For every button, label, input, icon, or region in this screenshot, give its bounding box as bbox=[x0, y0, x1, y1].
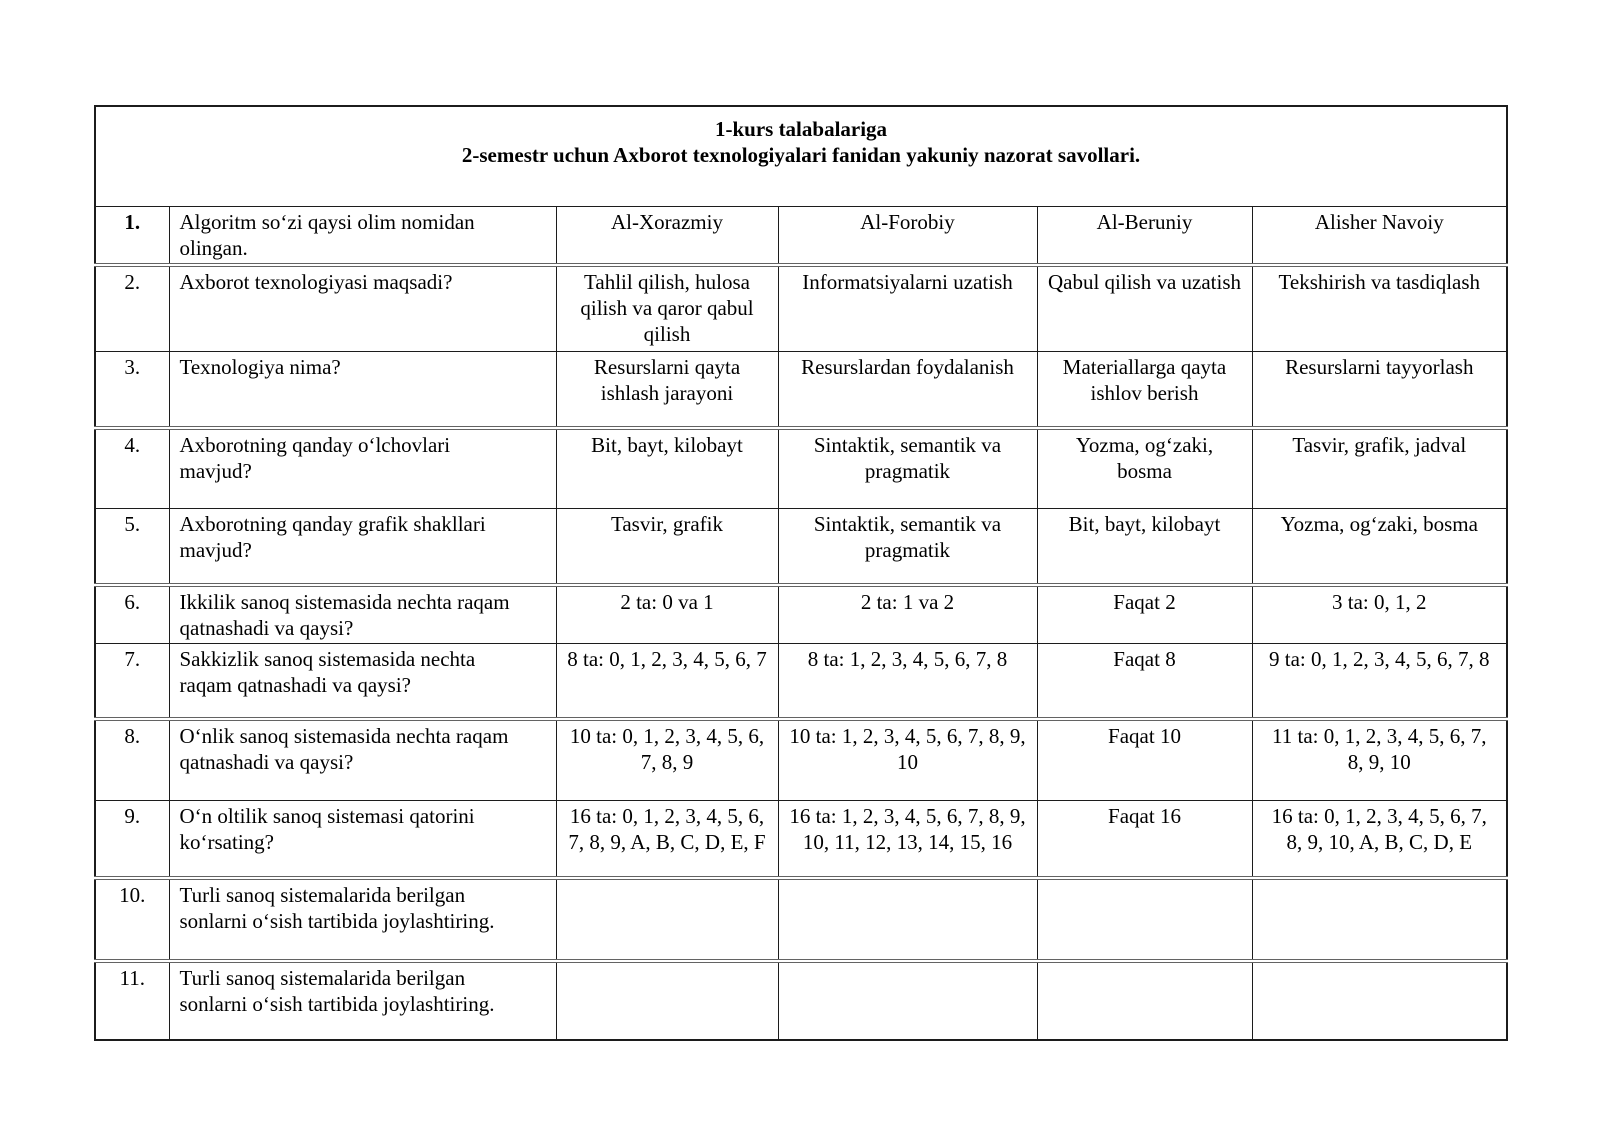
document-title bbox=[95, 106, 1507, 207]
question-cell: Turli sanoq sistemalarida berilgan sonlarni o‘sish tartibida joylashtiring. bbox=[169, 961, 556, 1040]
row-number-cell: 2. bbox=[95, 265, 169, 351]
document-title-line2: 2-semestr uchun Axborot texnologiyalari fanidan yakuniy nazorat savollari. bbox=[461, 143, 1141, 167]
row-number-cell: 8. bbox=[95, 719, 169, 801]
row-number-cell: 5. bbox=[95, 508, 169, 585]
option-cell-2: 8 ta: 1, 2, 3, 4, 5, 6, 7, 8 bbox=[778, 644, 1037, 719]
option-cell-4: Tasvir, grafik, jadval bbox=[1252, 428, 1507, 508]
question-cell: Texnologiya nima? bbox=[169, 351, 556, 428]
question-row-7 bbox=[95, 644, 1507, 719]
option-cell-1 bbox=[556, 961, 778, 1040]
option-cell-2 bbox=[778, 961, 1037, 1040]
option-cell-4: Resurslarni tayyorlash bbox=[1252, 351, 1507, 428]
row-number-cell: 3. bbox=[95, 351, 169, 428]
row-number-cell: 11. bbox=[95, 961, 169, 1040]
option-cell-4: Alisher Navoiy bbox=[1252, 207, 1507, 266]
option-cell-3: Qabul qilish va uzatish bbox=[1037, 265, 1252, 351]
option-cell-3: Faqat 8 bbox=[1037, 644, 1252, 719]
question-cell: O‘n oltilik sanoq sistemasi qatorini ko‘rsating? bbox=[169, 801, 556, 878]
option-cell-2: Resurslardan foydalanish bbox=[778, 351, 1037, 428]
question-row-1 bbox=[95, 207, 1507, 266]
option-cell-4: 3 ta: 0, 1, 2 bbox=[1252, 585, 1507, 644]
option-cell-4 bbox=[1252, 878, 1507, 961]
option-cell-3: Al-Beruniy bbox=[1037, 207, 1252, 266]
option-cell-2 bbox=[778, 878, 1037, 961]
option-cell-4: Tekshirish va tasdiqlash bbox=[1252, 265, 1507, 351]
question-cell: Sakkizlik sanoq sistemasida nechta raqam qatnashadi va qaysi? bbox=[169, 644, 556, 719]
option-cell-4 bbox=[1252, 961, 1507, 1040]
row-number-cell: 4. bbox=[95, 428, 169, 508]
document-title-line1: 1-kurs talabalariga bbox=[714, 117, 888, 141]
question-cell: O‘nlik sanoq sistemasida nechta raqam qatnashadi va qaysi? bbox=[169, 719, 556, 801]
option-cell-3: Faqat 10 bbox=[1037, 719, 1252, 801]
option-cell-1: Tahlil qilish, hulosa qilish va qaror qabul qilish bbox=[556, 265, 778, 351]
question-row-9 bbox=[95, 801, 1507, 878]
question-row-8 bbox=[95, 719, 1507, 801]
option-cell-4: Yozma, og‘zaki, bosma bbox=[1252, 508, 1507, 585]
option-cell-2: Sintaktik, semantik va pragmatik bbox=[778, 508, 1037, 585]
question-row-5 bbox=[95, 508, 1507, 585]
question-cell: Axborotning qanday grafik shakllari mavjud? bbox=[169, 508, 556, 585]
option-cell-1: 2 ta: 0 va 1 bbox=[556, 585, 778, 644]
row-number-cell: 1. bbox=[95, 207, 169, 266]
option-cell-3: Yozma, og‘zaki, bosma bbox=[1037, 428, 1252, 508]
option-cell-1: Resurslarni qayta ishlash jarayoni bbox=[556, 351, 778, 428]
option-cell-2: 16 ta: 1, 2, 3, 4, 5, 6, 7, 8, 9, 10, 11, 12, 13, 14, 15, 16 bbox=[778, 801, 1037, 878]
option-cell-4: 9 ta: 0, 1, 2, 3, 4, 5, 6, 7, 8 bbox=[1252, 644, 1507, 719]
row-number-cell: 9. bbox=[95, 801, 169, 878]
title-row bbox=[95, 106, 1507, 207]
option-cell-4: 16 ta: 0, 1, 2, 3, 4, 5, 6, 7, 8, 9, 10, A, B, C, D, E bbox=[1252, 801, 1507, 878]
option-cell-1: 10 ta: 0, 1, 2, 3, 4, 5, 6, 7, 8, 9 bbox=[556, 719, 778, 801]
question-row-3 bbox=[95, 351, 1507, 428]
option-cell-2: Al-Forobiy bbox=[778, 207, 1037, 266]
option-cell-3: Faqat 16 bbox=[1037, 801, 1252, 878]
question-cell: Algoritm so‘zi qaysi olim nomidan olingan. bbox=[169, 207, 556, 266]
option-cell-1: 16 ta: 0, 1, 2, 3, 4, 5, 6, 7, 8, 9, A, B, C, D, E, F bbox=[556, 801, 778, 878]
row-number-cell: 10. bbox=[95, 878, 169, 961]
question-cell: Axborotning qanday o‘lchovlari mavjud? bbox=[169, 428, 556, 508]
quiz-table bbox=[94, 105, 1508, 1041]
option-cell-2: Informatsiyalarni uzatish bbox=[778, 265, 1037, 351]
question-row-10 bbox=[95, 878, 1507, 961]
question-row-11 bbox=[95, 961, 1507, 1040]
option-cell-1: Al-Xorazmiy bbox=[556, 207, 778, 266]
option-cell-2: Sintaktik, semantik va pragmatik bbox=[778, 428, 1037, 508]
option-cell-3: Materiallarga qayta ishlov berish bbox=[1037, 351, 1252, 428]
row-number-cell: 7. bbox=[95, 644, 169, 719]
option-cell-1 bbox=[556, 878, 778, 961]
option-cell-1: Bit, bayt, kilobayt bbox=[556, 428, 778, 508]
question-cell: Axborot texnologiyasi maqsadi? bbox=[169, 265, 556, 351]
quiz-table-body bbox=[95, 106, 1507, 1040]
option-cell-1: 8 ta: 0, 1, 2, 3, 4, 5, 6, 7 bbox=[556, 644, 778, 719]
question-cell: Turli sanoq sistemalarida berilgan sonlarni o‘sish tartibida joylashtiring. bbox=[169, 878, 556, 961]
option-cell-2: 2 ta: 1 va 2 bbox=[778, 585, 1037, 644]
question-row-6 bbox=[95, 585, 1507, 644]
row-number-cell: 6. bbox=[95, 585, 169, 644]
question-row-4 bbox=[95, 428, 1507, 508]
option-cell-3 bbox=[1037, 878, 1252, 961]
option-cell-3 bbox=[1037, 961, 1252, 1040]
question-row-2 bbox=[95, 265, 1507, 351]
option-cell-1: Tasvir, grafik bbox=[556, 508, 778, 585]
option-cell-2: 10 ta: 1, 2, 3, 4, 5, 6, 7, 8, 9, 10 bbox=[778, 719, 1037, 801]
option-cell-4: 11 ta: 0, 1, 2, 3, 4, 5, 6, 7, 8, 9, 10 bbox=[1252, 719, 1507, 801]
option-cell-3: Faqat 2 bbox=[1037, 585, 1252, 644]
question-cell: Ikkilik sanoq sistemasida nechta raqam qatnashadi va qaysi? bbox=[169, 585, 556, 644]
option-cell-3: Bit, bayt, kilobayt bbox=[1037, 508, 1252, 585]
